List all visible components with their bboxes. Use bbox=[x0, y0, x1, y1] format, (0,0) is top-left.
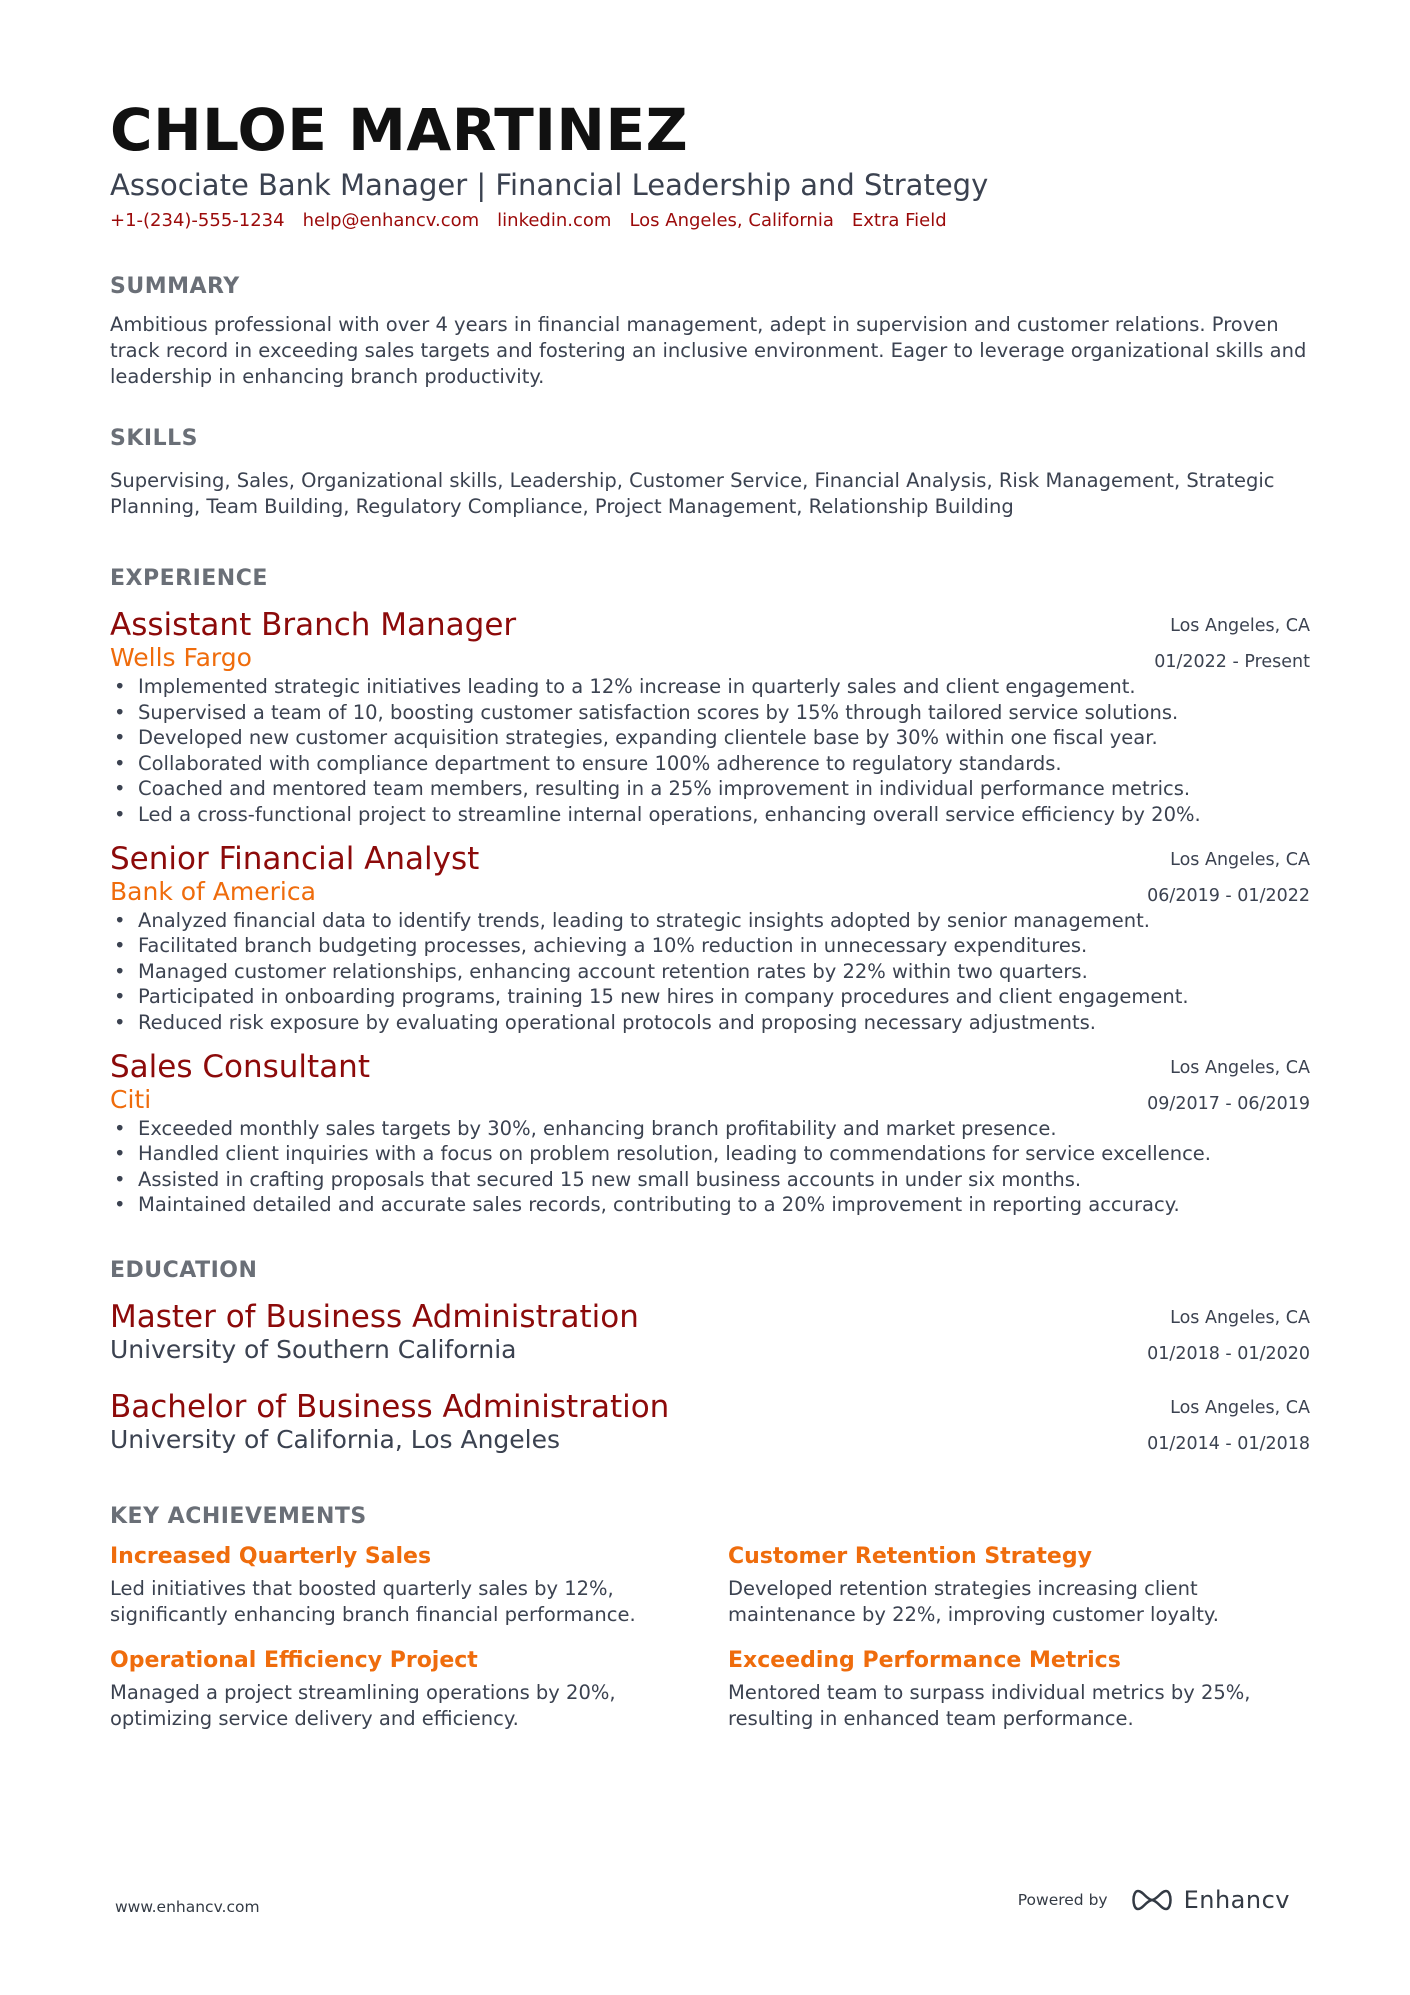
summary-section bbox=[110, 272, 1310, 390]
footer-branding bbox=[1018, 1886, 1290, 1914]
job-bullet: • Managed customer relationships, enhancing account retention rates by 22% within two quarters. bbox=[110, 959, 1310, 985]
resume-page bbox=[110, 96, 1310, 1732]
contact-extra-field: Extra Field bbox=[851, 210, 947, 231]
experience-section bbox=[110, 564, 1310, 1218]
job-dates: 09/2017 - 06/2019 bbox=[1147, 1093, 1310, 1114]
achievements-grid bbox=[110, 1542, 1310, 1732]
achievement-text: Led initiatives that boosted quarterly sales by 12%, significantly enhancing branch financial performance. bbox=[110, 1576, 636, 1626]
achievement-text: Developed retention strategies increasing client maintenance by 22%, improving customer loyalty. bbox=[728, 1576, 1219, 1626]
job-company: Bank of America bbox=[110, 876, 316, 906]
skills-text: Supervising, Sales, Organizational skills, Leadership, Customer Service, Financial Analysis, Risk Management, Strategic Planning, Team Building, Regulatory Compliance, Project Management, Relationship Building bbox=[110, 469, 1275, 518]
job-dates: 06/2019 - 01/2022 bbox=[1147, 885, 1310, 906]
job-bullet: • Reduced risk exposure by evaluating operational protocols and proposing necessary adjustments. bbox=[110, 1010, 1310, 1036]
achievement-item bbox=[728, 1542, 1310, 1628]
education-dates: 01/2018 - 01/2020 bbox=[1147, 1343, 1310, 1364]
job-dates: 01/2022 - Present bbox=[1154, 652, 1310, 672]
education-section bbox=[110, 1256, 1310, 1458]
job-bullet: • Handled client inquiries with a focus on problem resolution, leading to commendations for service excellence. bbox=[110, 1141, 1310, 1167]
job-bullet: • Coached and mentored team members, resulting in a 25% improvement in individual performance metrics. bbox=[110, 776, 1310, 802]
resume-header bbox=[110, 96, 1310, 234]
job-meta bbox=[1147, 1050, 1310, 1122]
education-degree: Master of Business Administration bbox=[110, 1298, 639, 1335]
achievement-item bbox=[110, 1542, 728, 1628]
job-meta bbox=[1154, 608, 1310, 680]
achievement-title: Increased Quarterly Sales bbox=[110, 1543, 432, 1569]
job-title: Assistant Branch Manager bbox=[110, 607, 517, 643]
education-school: University of California, Los Angeles bbox=[110, 1424, 561, 1454]
contact-linkedin[interactable]: linkedin.com bbox=[497, 210, 612, 231]
contact-email[interactable]: help@enhancv.com bbox=[302, 210, 480, 231]
achievement-title: Customer Retention Strategy bbox=[728, 1543, 1092, 1569]
job-company: Citi bbox=[110, 1084, 152, 1114]
job-bullet: • Collaborated with compliance department to ensure 100% adherence to regulatory standards. bbox=[110, 751, 1310, 777]
summary-heading: SUMMARY bbox=[110, 274, 240, 299]
job-header bbox=[110, 606, 1310, 674]
job-bullets bbox=[110, 908, 1310, 1036]
job-entry bbox=[110, 1048, 1310, 1218]
brand-logo[interactable] bbox=[1130, 1886, 1290, 1914]
job-bullets bbox=[110, 1116, 1310, 1218]
education-meta bbox=[1147, 1300, 1310, 1372]
skills-section bbox=[110, 424, 1310, 520]
job-bullet: • Facilitated branch budgeting processes, achieving a 10% reduction in unnecessary expenditures. bbox=[110, 933, 1310, 959]
footer-website[interactable]: www.enhancv.com bbox=[115, 1898, 260, 1916]
job-bullets bbox=[110, 674, 1310, 828]
achievements-heading: KEY ACHIEVEMENTS bbox=[110, 1503, 367, 1529]
candidate-headline: Associate Bank Manager | Financial Leadership and Strategy bbox=[110, 168, 989, 202]
achievement-item bbox=[728, 1646, 1310, 1732]
job-bullet: • Participated in onboarding programs, training 15 new hires in company procedures and client engagement. bbox=[110, 984, 1310, 1010]
job-bullet: • Supervised a team of 10, boosting customer satisfaction scores by 15% through tailored service solutions. bbox=[110, 700, 1310, 726]
job-bullet: • Maintained detailed and accurate sales records, contributing to a 20% improvement in reporting accuracy. bbox=[110, 1192, 1310, 1218]
job-title: Sales Consultant bbox=[110, 1048, 370, 1085]
education-degree: Bachelor of Business Administration bbox=[110, 1388, 670, 1425]
education-meta bbox=[1147, 1390, 1310, 1462]
brand-name: Enhancv bbox=[1183, 1886, 1290, 1914]
contact-location: Los Angeles, California bbox=[629, 210, 834, 231]
job-company: Wells Fargo bbox=[110, 643, 252, 672]
job-title: Senior Financial Analyst bbox=[110, 840, 480, 877]
education-heading: EDUCATION bbox=[110, 1257, 258, 1283]
skills-heading: SKILLS bbox=[110, 426, 198, 451]
job-bullet: • Developed new customer acquisition strategies, expanding clientele base by 30% within one fiscal year. bbox=[110, 725, 1310, 751]
job-meta bbox=[1147, 842, 1310, 914]
education-dates: 01/2014 - 01/2018 bbox=[1147, 1433, 1310, 1454]
job-entry bbox=[110, 606, 1310, 828]
job-bullet: • Analyzed financial data to identify trends, leading to strategic insights adopted by senior management. bbox=[110, 908, 1310, 934]
education-school: University of Southern California bbox=[110, 1334, 517, 1364]
contact-info bbox=[110, 208, 1310, 234]
achievement-item bbox=[110, 1646, 728, 1732]
job-bullet: • Implemented strategic initiatives leading to a 12% increase in quarterly sales and client engagement. bbox=[110, 674, 1310, 700]
experience-heading: EXPERIENCE bbox=[110, 566, 268, 591]
job-entry bbox=[110, 840, 1310, 1036]
job-location: Los Angeles, CA bbox=[1170, 616, 1310, 636]
education-location: Los Angeles, CA bbox=[1170, 1307, 1310, 1328]
achievement-text: Mentored team to surpass individual metrics by 25%, resulting in enhanced team performance. bbox=[728, 1680, 1251, 1730]
achievement-title: Exceeding Performance Metrics bbox=[728, 1647, 1121, 1673]
enhancv-logo-icon bbox=[1130, 1887, 1174, 1913]
job-location: Los Angeles, CA bbox=[1170, 1057, 1310, 1078]
summary-text: Ambitious professional with over 4 years in financial management, adept in supervision and customer relations. Proven track record in exceeding sales targets and fostering an inclusive environment. Eager to leverage organizational skills and leadership in enhancing branch productivity. bbox=[110, 313, 1307, 388]
job-bullet: • Assisted in crafting proposals that secured 15 new small business accounts in under six months. bbox=[110, 1167, 1310, 1193]
powered-by-label: Powered by bbox=[1017, 1891, 1108, 1909]
job-bullet: • Led a cross-functional project to streamline internal operations, enhancing overall service efficiency by 20%. bbox=[110, 802, 1310, 828]
education-location: Los Angeles, CA bbox=[1170, 1397, 1310, 1418]
education-entry bbox=[110, 1388, 1310, 1458]
job-bullet: • Exceeded monthly sales targets by 30%, enhancing branch profitability and market presence. bbox=[110, 1116, 1310, 1142]
job-header bbox=[110, 840, 1310, 908]
job-header bbox=[110, 1048, 1310, 1116]
contact-phone[interactable]: +1-(234)-555-1234 bbox=[110, 210, 285, 231]
achievement-title: Operational Efficiency Project bbox=[110, 1647, 478, 1673]
job-location: Los Angeles, CA bbox=[1170, 849, 1310, 870]
education-entry bbox=[110, 1298, 1310, 1368]
achievements-section bbox=[110, 1502, 1310, 1732]
candidate-name: CHLOE MARTINEZ bbox=[110, 96, 689, 164]
achievement-text: Managed a project streamlining operations by 20%, optimizing service delivery and efficiency. bbox=[110, 1680, 616, 1730]
